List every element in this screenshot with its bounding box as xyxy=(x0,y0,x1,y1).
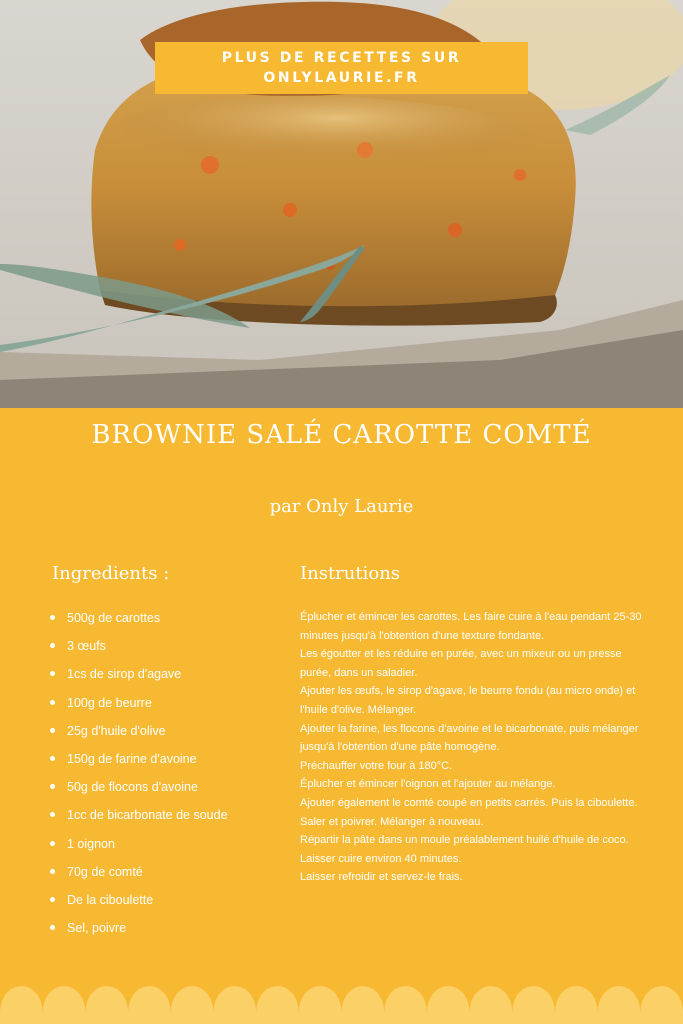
ingredient-text: 500g de carottes xyxy=(67,611,161,625)
ingredient-item xyxy=(50,801,290,829)
bullet-icon xyxy=(50,643,55,648)
ingredient-item xyxy=(50,660,290,688)
ingredient-text: Sel, poivre xyxy=(67,921,127,936)
instruction-step: Les égoutter et les réduire en purée, avec un mixeur ou un presse purée, dans un saladier. xyxy=(300,648,622,679)
ingredient-text: 25g d'huile d'olive xyxy=(67,723,166,738)
instruction-step: Répartir la pâte dans un moule préalablement huilé d'huile de coco. Laisser cuire environ 40 minutes. xyxy=(300,834,629,865)
bullet-icon xyxy=(50,615,55,620)
ingredient-text: 100g de beurre xyxy=(67,695,152,710)
ingredients-list xyxy=(50,604,290,942)
ingredient-item xyxy=(50,830,290,858)
ingredient-item xyxy=(50,914,290,942)
bullet-icon xyxy=(50,841,55,846)
bullet-icon xyxy=(50,784,55,789)
ingredient-item xyxy=(50,886,290,914)
scallop-base xyxy=(0,1012,683,1024)
ingredient-text: 3 œufs xyxy=(67,639,106,654)
instruction-step: Ajouter la farine, les flocons d'avoine et le bicarbonate, puis mélanger jusqu'à l'obtention d'une pâte homogène. xyxy=(300,722,639,754)
ingredient-text: 70g de comté xyxy=(67,864,143,879)
ingredient-item xyxy=(50,773,290,801)
instruction-step: Laisser refroidir et servez-le frais. xyxy=(300,871,463,884)
bullet-icon xyxy=(50,728,55,733)
instruction-step: Saler et poivrer. Mélanger à nouveau. xyxy=(300,815,484,828)
scalloped-bottom-border xyxy=(0,978,683,1024)
recipe-title: BROWNIE SALÉ CAROTTE COMTÉ xyxy=(91,420,592,450)
instruction-step: Éplucher et émincer l'oignon et l'ajouter au mélange. xyxy=(300,778,556,791)
bullet-icon xyxy=(50,756,55,761)
instructions-heading: Instrutions xyxy=(300,563,401,584)
recipe-author: par Only Laurie xyxy=(269,496,414,517)
ingredient-item xyxy=(50,858,290,886)
instruction-step: Éplucher et émincer les carottes. Les faire cuire à l'eau pendant 25-30 minutes jusqu'à l'obtention d'une texture fondante. xyxy=(300,611,642,642)
ingredients-heading: Ingredients : xyxy=(52,563,170,584)
ingredient-item xyxy=(50,717,290,745)
instruction-step: Préchauffer votre four à 180°C. xyxy=(300,759,453,772)
ingredient-text: 150g de farine d'avoine xyxy=(67,751,197,766)
ingredient-item xyxy=(50,745,290,773)
ingredient-text: 1cc de bicarbonate de soude xyxy=(67,808,228,823)
ingredient-item xyxy=(50,689,290,717)
ingredient-text: 1cs de sirop d'agave xyxy=(67,667,182,682)
ingredient-text: De la ciboulette xyxy=(67,892,154,907)
bullet-icon xyxy=(50,925,55,930)
instructions-text xyxy=(300,608,645,887)
bullet-icon xyxy=(50,700,55,705)
bullet-icon xyxy=(50,897,55,902)
more-recipes-banner[interactable] xyxy=(155,42,528,94)
ingredient-item xyxy=(50,604,290,632)
bullet-icon xyxy=(50,671,55,676)
banner-line-2: ONLYLAURIE.FR xyxy=(263,70,420,86)
ingredient-item xyxy=(50,632,290,660)
bullet-icon xyxy=(50,812,55,817)
bullet-icon xyxy=(50,869,55,874)
ingredient-text: 1 oignon xyxy=(67,836,115,851)
banner-line-1: PLUS DE RECETTES SUR xyxy=(221,50,462,66)
instruction-step: Ajouter également le comté coupé en petits carrés. Puis la ciboulette. xyxy=(300,796,638,809)
instruction-step: Ajouter les œufs, le sirop d'agave, le beurre fondu (au micro onde) et l'huile d'olive. Mélanger. xyxy=(300,685,636,716)
ingredient-text: 50g de flocons d'avoine xyxy=(67,780,198,795)
